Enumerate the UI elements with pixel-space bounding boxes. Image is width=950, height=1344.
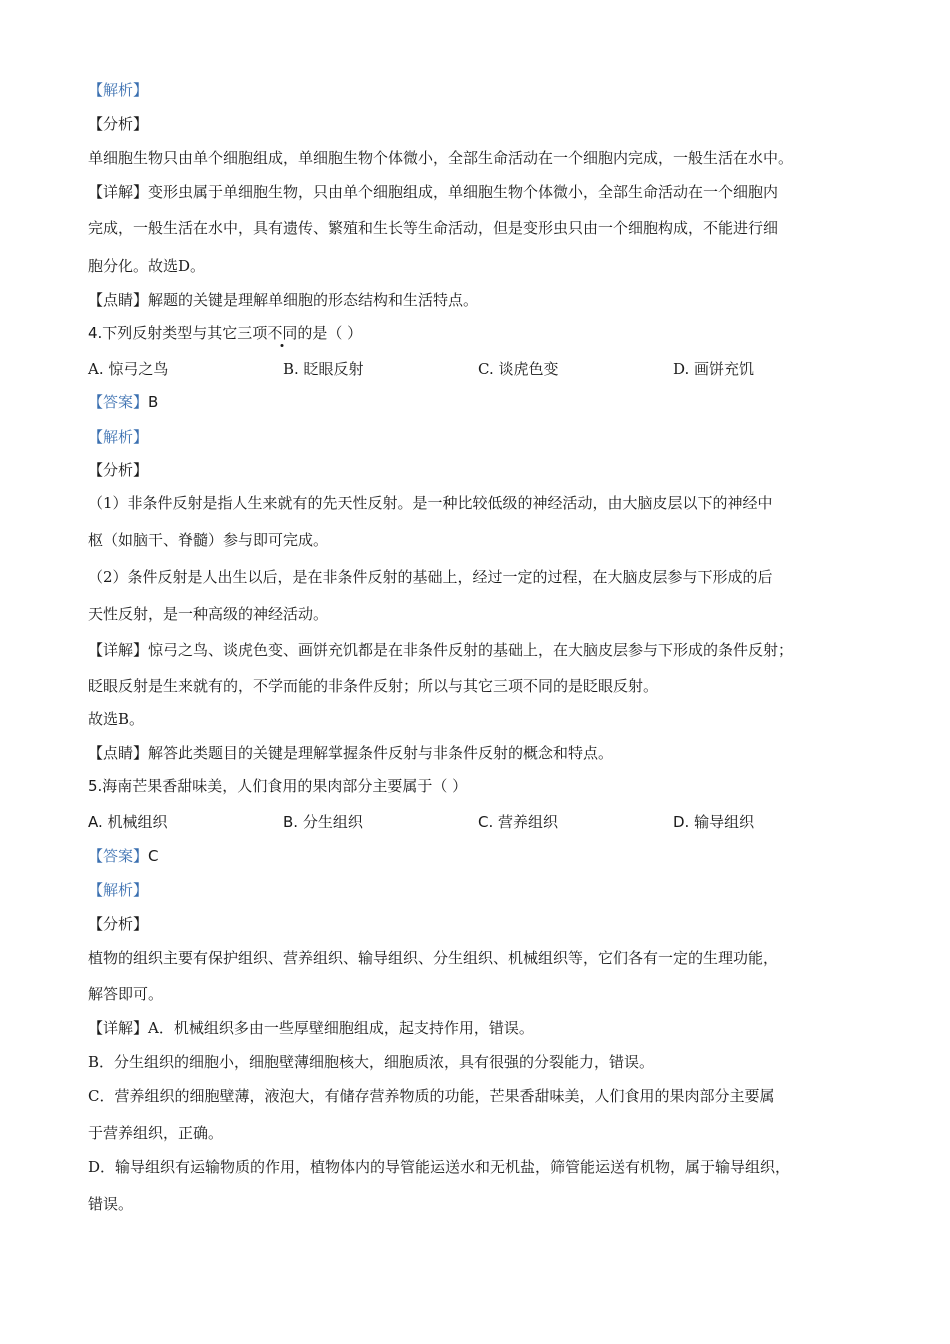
q5-p1b: 解答即可。 [88, 985, 164, 1003]
q5-option-c: C. 营养组织 [478, 813, 559, 831]
q5-options [88, 812, 868, 832]
q5-p1: 植物的组织主要有保护组织、营养组织、输导组织、分生组织、机械组织等，它们各有一定的生理功能， [88, 949, 779, 967]
q5-option-b: B. 分生组织 [283, 813, 363, 831]
q5-fenxi: 【分析】 [88, 915, 149, 933]
q5-detail-b: B．分生组织的细胞小，细胞壁薄细胞核大，细胞质浓，具有很强的分裂能力，错误。 [88, 1053, 655, 1071]
analysis-text: 单细胞生物只由单个细胞组成，单细胞生物个体微小，全部生命活动在一个细胞内完成，一般生活在水中。 [88, 149, 794, 167]
q4-p1: （1）非条件反射是指人生来就有的先天性反射。是一种比较低级的神经活动，由大脑皮层以下的神经中 [88, 494, 773, 512]
q4-option-b: B. 眨眼反射 [283, 360, 364, 378]
q5-detail-d: D．输导组织有运输物质的作用，植物体内的导管能运送水和无机盐，筛管能运送有机物，属于输导组织， [88, 1158, 791, 1176]
q4-detail-3: 故选B。 [88, 710, 145, 728]
q4-option-a: A. 惊弓之鸟 [88, 360, 169, 378]
q4-p2: （2）条件反射是人出生以后，是在非条件反射的基础上，经过一定的过程，在大脑皮层参与下形成的后 [88, 568, 773, 586]
q4-option-d: D. 画饼充饥 [673, 360, 755, 378]
q5-option-d: D. 输导组织 [673, 813, 755, 831]
q5-detail-d2: 错误。 [88, 1195, 134, 1213]
q5-jiexi: 【解析】 [88, 881, 149, 899]
q5-stem: 5.海南芒果香甜味美，人们食用的果肉部分主要属于（ ） [88, 777, 468, 795]
q4-jiexi: 【解析】 [88, 428, 149, 446]
q5-answer: 【答案】C [88, 847, 159, 865]
fenxi-heading: 【分析】 [88, 115, 149, 133]
q4-fenxi: 【分析】 [88, 461, 149, 479]
dianjing-line: 【点睛】解题的关键是理解单细胞的形态结构和生活特点。 [88, 291, 479, 309]
q4-option-c: C. 谈虎色变 [478, 360, 559, 378]
detail-line-3: 胞分化。故选D。 [88, 257, 206, 275]
q5-detail-c: C．营养组织的细胞壁薄，液泡大，有储存营养物质的功能，芒果香甜味美，人们食用的果肉部分主要属 [88, 1087, 775, 1105]
q4-options [88, 359, 868, 379]
q5-option-a: A. 机械组织 [88, 813, 168, 831]
q4-p2b: 天性反射，是一种高级的神经活动。 [88, 605, 329, 623]
q4-dianjing: 【点睛】解答此类题目的关键是理解掌握条件反射与非条件反射的概念和特点。 [88, 744, 614, 762]
jiexi-heading: 【解析】 [88, 81, 149, 99]
q4-p1b: 枢（如脑干、脊髓）参与即可完成。 [88, 531, 329, 549]
q4-stem: 4.下列反射类型与其它三项不同的是（ ） [88, 324, 363, 342]
q5-detail-c2: 于营养组织，正确。 [88, 1124, 224, 1142]
q4-detail-2: 眨眼反射是生来就有的，不学而能的非条件反射；所以与其它三项不同的是眨眼反射。 [88, 677, 659, 695]
q4-answer: 【答案】B [88, 393, 159, 411]
detail-line-1: 【详解】变形虫属于单细胞生物，只由单个细胞组成，单细胞生物个体微小，全部生命活动在一个细胞内 [88, 183, 779, 201]
q4-detail: 【详解】惊弓之鸟、谈虎色变、画饼充饥都是在非条件反射的基础上，在大脑皮层参与下形成的条件反射； [88, 641, 794, 659]
detail-line-2: 完成，一般生活在水中，具有遗传、繁殖和生长等生命活动，但是变形虫只由一个细胞构成，不能进行细 [88, 219, 779, 237]
q5-detail: 【详解】A．机械组织多由一些厚壁细胞组成，起支持作用，错误。 [88, 1019, 534, 1037]
